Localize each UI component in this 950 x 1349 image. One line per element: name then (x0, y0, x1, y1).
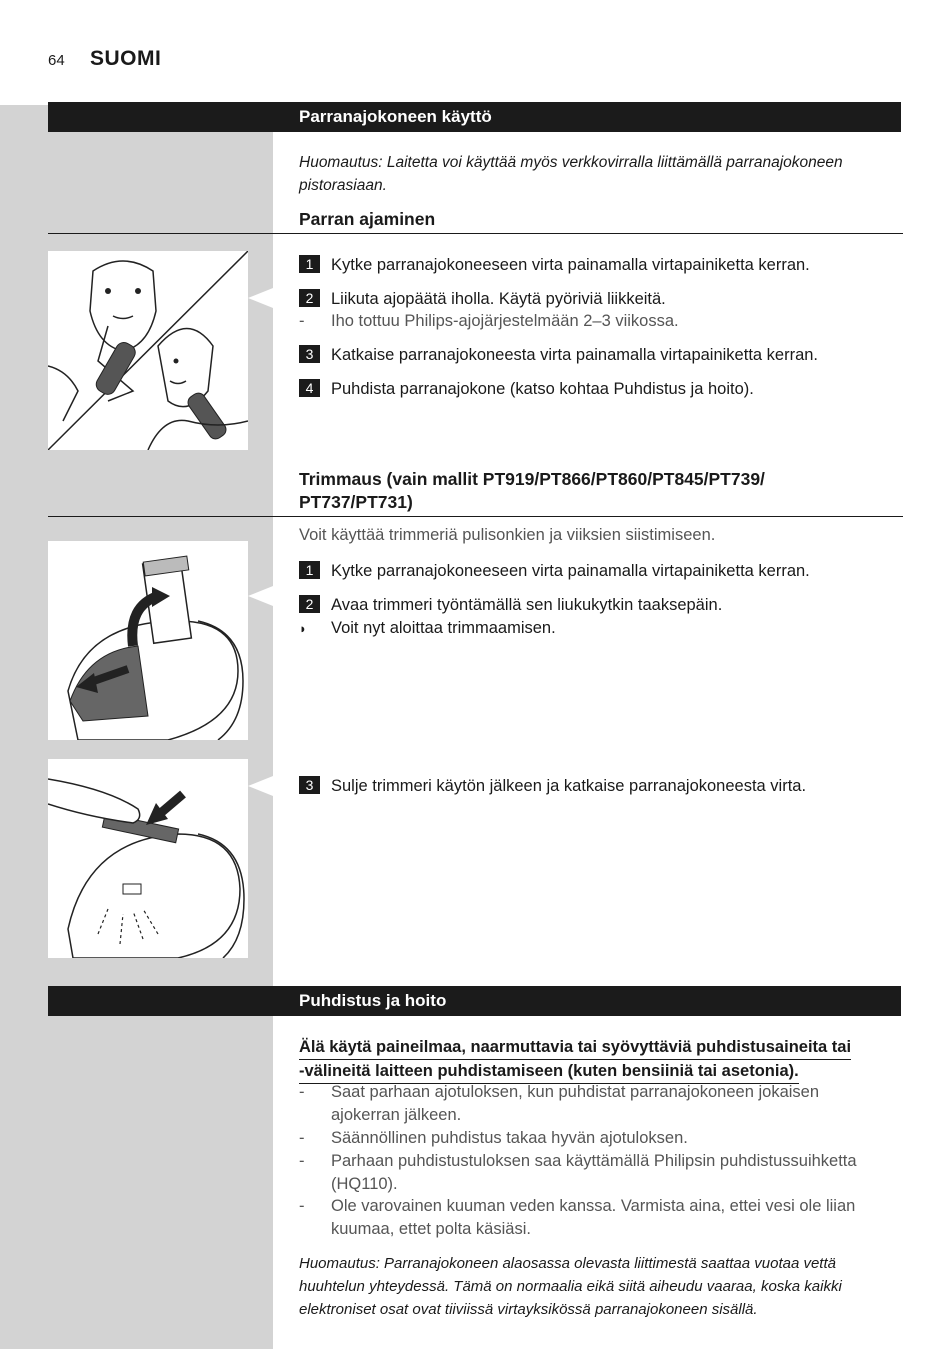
illustration-pointer (248, 288, 273, 308)
dash-note: - Iho tottuu Philips-ajojärjestelmään 2–3 viikossa. (299, 312, 679, 330)
illustration-pointer (248, 776, 273, 796)
trim-step-2: 2 Avaa trimmeri työntämällä sen liukukytkin taaksepäin. (299, 595, 722, 616)
trim-step-1: 1 Kytke parranajokoneeseen virta painamalla virtapainiketta kerran. (299, 561, 810, 582)
usage-note: Huomautus: Laitetta voi käyttää myös verkkovirralla liittämällä parranajokoneen pistorasiaan. (299, 154, 843, 194)
shaving-subheading: Parran ajaminen (299, 209, 436, 229)
step-4: 4 Puhdista parranajokone (katso kohtaa Puhdistus ja hoito). (299, 379, 754, 400)
illustration-pointer (248, 586, 273, 606)
list-item: - Saat parhaan ajotuloksen, kun puhdistat parranajokoneen jokaisen ajokerran jälkeen. (299, 1083, 820, 1124)
trimmer-close-illustration (48, 759, 248, 958)
page-number: 64 (48, 52, 65, 69)
list-item: - Säännöllinen puhdistus takaa hyvän ajotuloksen. (299, 1129, 688, 1147)
section-title: Puhdistus ja hoito (299, 991, 447, 1010)
divider (48, 233, 903, 234)
list-item: - Ole varovainen kuuman veden kanssa. Varmista aina, ettei vesi ole liian kuumaa, ettet polta käsiäsi. (299, 1197, 856, 1238)
section-bar-usage (48, 102, 901, 132)
step-1: 1 Kytke parranajokoneeseen virta painamalla virtapainiketta kerran. (299, 255, 810, 276)
shaving-illustration (48, 251, 248, 450)
trim-result: ◗ Voit nyt aloittaa trimmaamisen. (299, 619, 556, 637)
divider (48, 516, 903, 517)
section-bar-cleaning (48, 986, 901, 1016)
trimming-intro: Voit käyttää trimmeriä pulisonkien ja viiksien siistimiseen. (299, 526, 716, 544)
step-3: 3 Katkaise parranajokoneesta virta painamalla virtapainiketta kerran. (299, 345, 818, 366)
cleaning-warning: Älä käytä paineilmaa, naarmuttavia tai syövyttäviä puhdistusaineita tai -välineitä laitteen puhdistamiseen (kuten bensiiniä tai asetonia). (299, 1036, 851, 1084)
section-title: Parranajokoneen käyttö (299, 107, 492, 126)
step-2: 2 Liikuta ajopäätä iholla. Käytä pyöriviä liikkeitä. (299, 289, 666, 310)
list-item: - Parhaan puhdistustuloksen saa käyttämällä Philipsin puhdistussuihketta (HQ110). (299, 1152, 857, 1193)
trimmer-open-illustration (48, 541, 248, 740)
language-heading: SUOMI (90, 47, 162, 70)
cleaning-note: Huomautus: Parranajokoneen alaosassa olevasta liittimestä saattaa vuotaa vettä huuhtelun yhteydessä. Tämä on normaalia eikä siitä aiheudu vaaraa, koska kaikki elektroniset osat ovat tiiviissä virtayksikössä parranajokoneen sisällä. (299, 1255, 842, 1318)
trimming-heading: Trimmaus (vain mallit PT919/PT866/PT860/PT845/PT739/ PT737/PT731) (299, 469, 765, 512)
trim-step-3: 3 Sulje trimmeri käytön jälkeen ja katkaise parranajokoneesta virta. (299, 776, 806, 797)
